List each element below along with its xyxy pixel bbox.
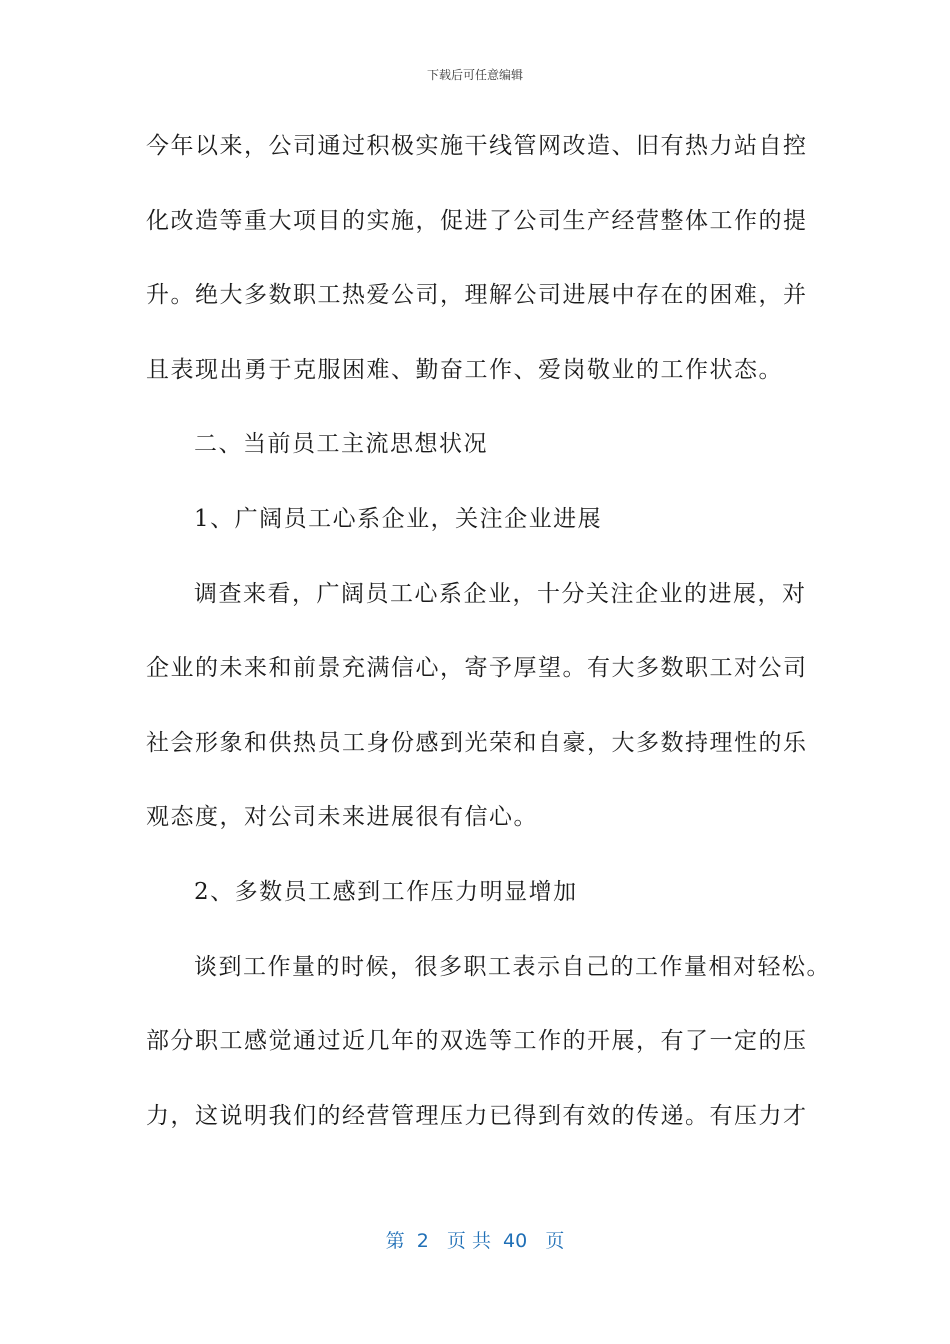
section-heading: 二、当前员工主流思想状况 <box>194 431 488 458</box>
document-body <box>146 126 831 1170</box>
paragraph-line: 升。绝大多数职工热爱公司，理解公司进展中存在的困难，并 <box>146 282 808 309</box>
page-number-footer: 第 2 页 共 40 页 <box>385 1230 565 1252</box>
header-note: 下载后可任意编辑 <box>426 68 523 82</box>
subsection-heading: 2、多数员工感到工作压力明显增加 <box>194 878 578 905</box>
paragraph-line: 调查来看，广阔员工心系企业，十分关注企业的进展，对 <box>194 580 807 607</box>
paragraph-line: 力，这说明我们的经营管理压力已得到有效的传递。有压力才 <box>146 1102 808 1129</box>
paragraph-line: 部分职工感觉通过近几年的双选等工作的开展，有了一定的压 <box>146 1028 808 1055</box>
paragraph-line: 企业的未来和前景充满信心，寄予厚望。有大多数职工对公司 <box>146 655 808 682</box>
subsection-heading: 1、广阔员工心系企业，关注企业进展 <box>194 505 603 532</box>
paragraph-line: 且表现出勇于克服困难、勤奋工作、爱岗敬业的工作状态。 <box>146 356 783 383</box>
paragraph-line: 化改造等重大项目的实施，促进了公司生产经营整体工作的提 <box>146 207 808 234</box>
paragraph-line: 谈到工作量的时候，很多职工表示自己的工作量相对轻松。 <box>194 953 831 980</box>
paragraph-line: 社会形象和供热员工身份感到光荣和自豪，大多数持理性的乐 <box>146 729 808 756</box>
paragraph-line: 今年以来，公司通过积极实施干线管网改造、旧有热力站自控 <box>146 133 808 159</box>
paragraph-line: 观态度，对公司未来进展很有信心。 <box>146 804 538 831</box>
